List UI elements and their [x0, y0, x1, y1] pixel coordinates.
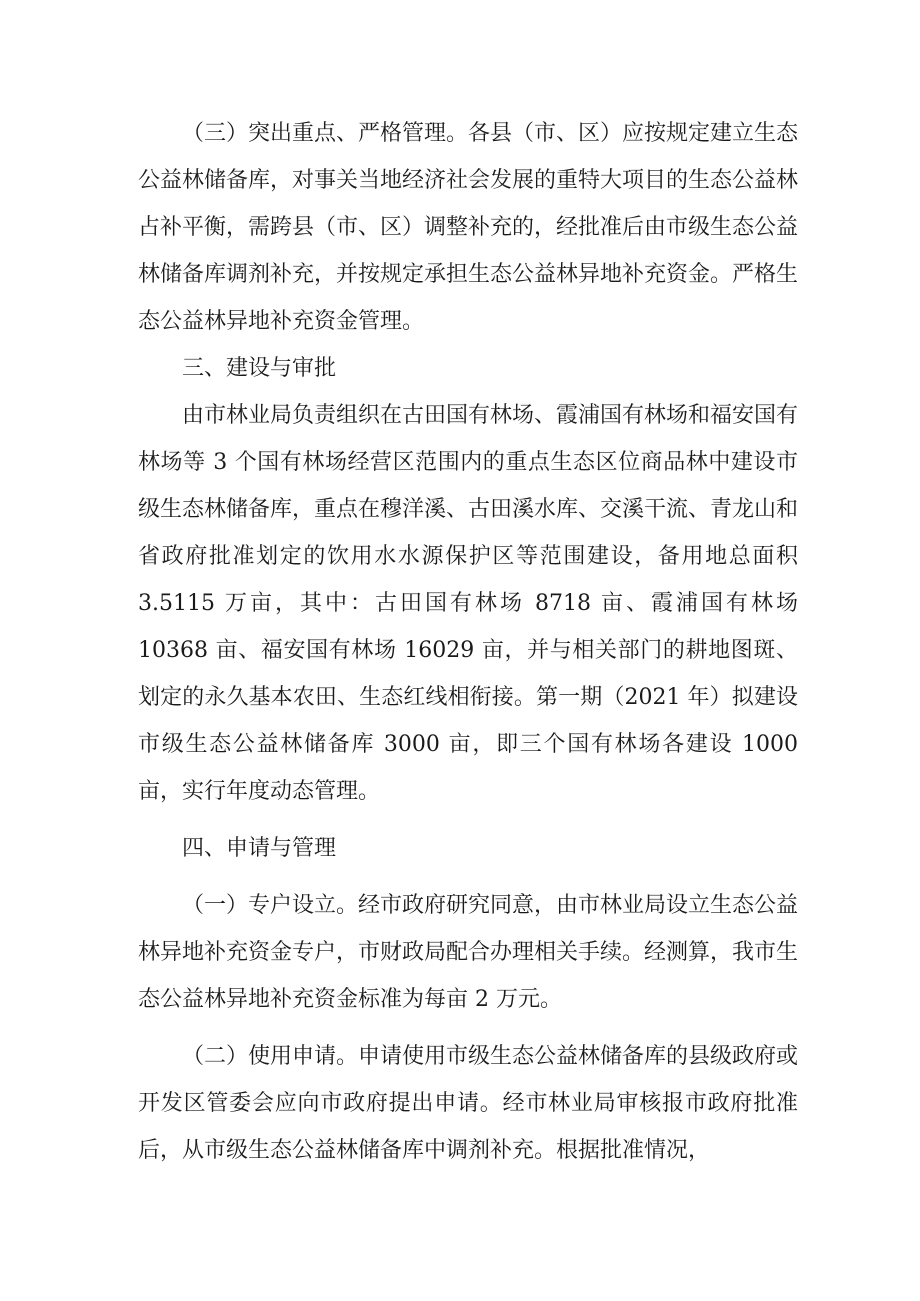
heading-application-management: 四、申请与管理	[182, 836, 337, 861]
paragraph-section-3-3: （三）突出重点、严格管理。各县（市、区）应按规定建立生态公益林储备库，对事关当地经济社会发展的重特大项目的生态公益林占补平衡，需跨县（市、区）调整补充的，经批准后由市级生态公益林储备库调剂补充，并按规定承担生态公益林异地补充资金。严格生态公益林异地补充资金管理。	[138, 121, 799, 334]
paragraph-account-setup: （一）专户设立。经市政府研究同意，由市林业局设立生态公益林异地补充资金专户，市财政局配合办理相关手续。经测算，我市生态公益林异地补充资金标准为每亩 2 万元。	[138, 893, 799, 1012]
heading-construction-approval: 三、建设与审批	[182, 356, 337, 381]
document-body	[138, 110, 798, 1174]
paragraph-construction-details: 由市林业局负责组织在古田国有林场、霞浦国有林场和福安国有林场等 3 个国有林场经营区范围内的重点生态区位商品林中建设市级生态林储备库，重点在穆洋溪、古田溪水库、交溪干流、青龙山和省政府批准划定的饮用水水源保护区等范围建设，备用地总面积 3.5115 万亩，其中：古田国有林场 8718 亩、霞浦国有林场 10368 亩、福安国有林场 16029 亩，并与相关部门的耕地图斑、划定的永久基本农田、生态红线相衔接。第一期（2021 年）拟建设市级生态公益林储备库 3000 亩，即三个国有林场各建设 1000 亩，实行年度动态管理。	[138, 403, 799, 804]
paragraph-usage-application: （二）使用申请。申请使用市级生态公益林储备库的县级政府或开发区管委会应向市政府提出申请。经市林业局审核报市政府批准后，从市级生态公益林储备库中调剂补充。根据批准情况，	[138, 1044, 799, 1163]
